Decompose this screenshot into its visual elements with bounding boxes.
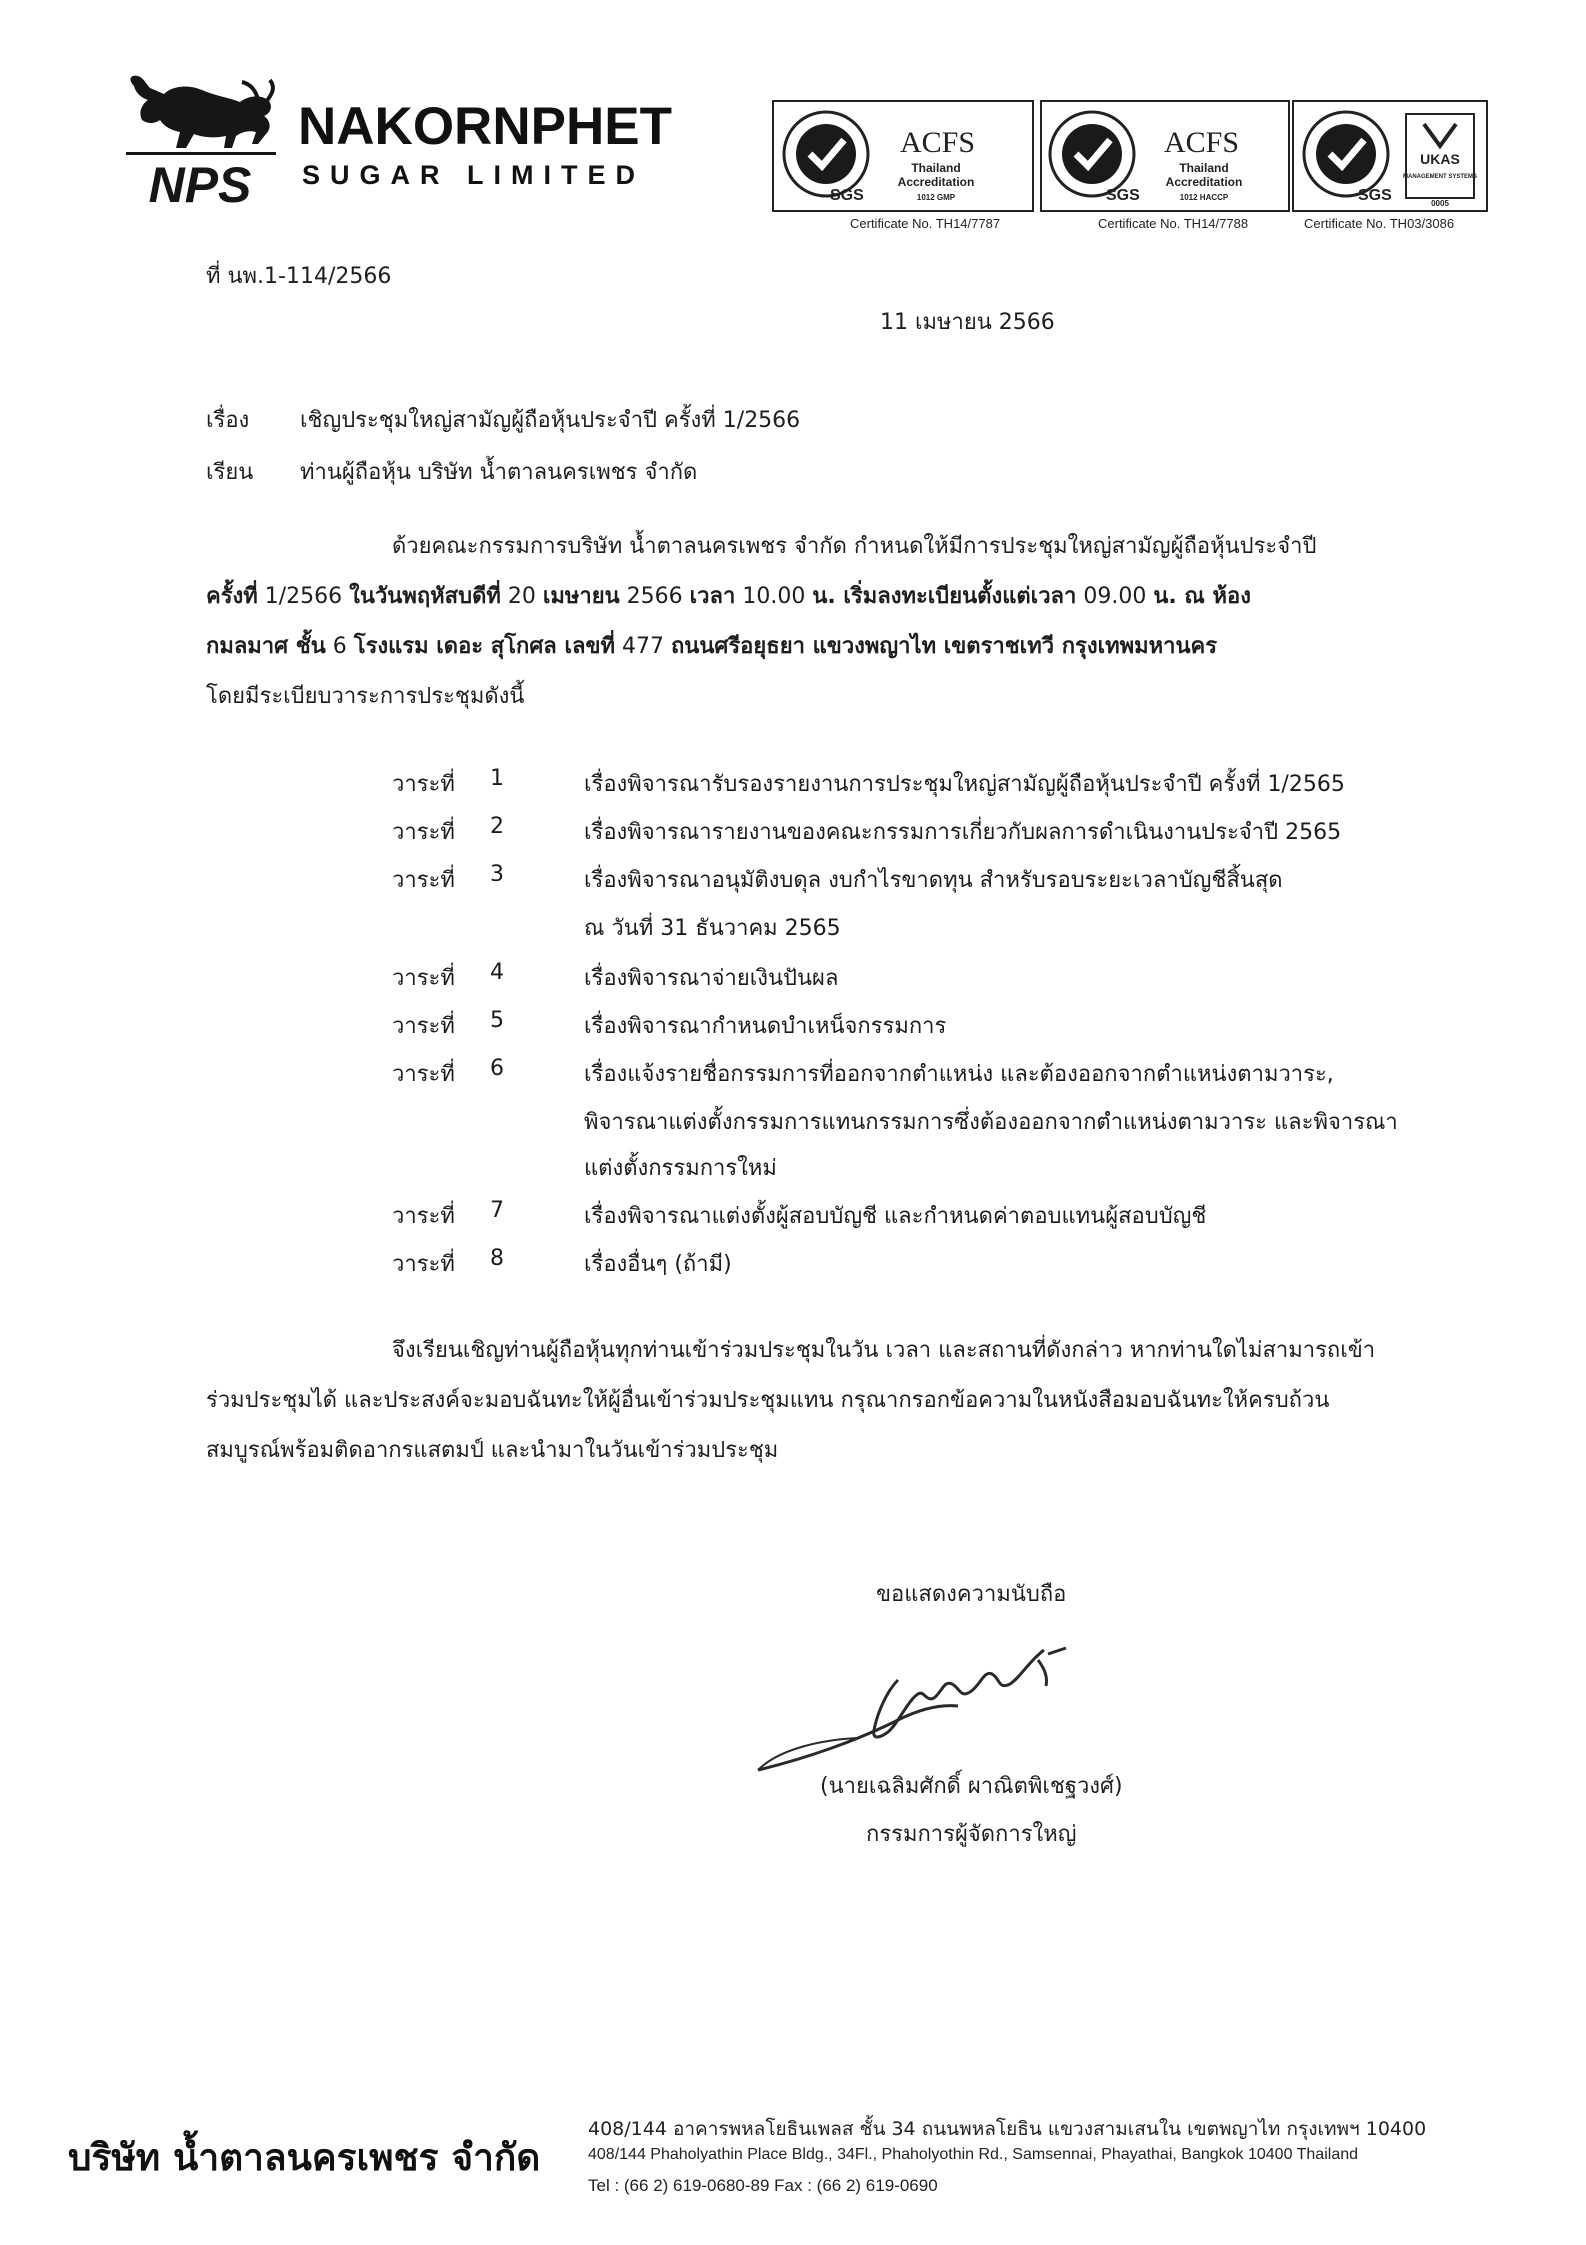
footer-address-th: 408/144 อาคารพหลโยธินเพลส ชั้น 34 ถนนพหลโยธิน แขวงสามเสนใน เขตพญาไท กรุงเทพฯ 10400 [588,2118,1427,2140]
agenda-number: 8 [490,1246,504,1271]
sgs-seal-icon [1316,124,1376,184]
closing-line-2: ร่วมประชุมได้ และประสงค์จะมอบฉันทะให้ผู้อื่นเข้าร่วมประชุมแทน กรุณากรอกข้อความในหนังสือมอบฉันทะให้ครบถ้วน [206,1388,1330,1413]
svg-text:Accreditation: Accreditation [897,175,975,189]
agenda-item-text: เรื่องแจ้งรายชื่อกรรมการที่ออกจากตำแหน่ง และต้องออกจากตำแหน่งตามวาระ, [584,1062,1334,1087]
company-logo [120,72,705,207]
intro-line-3: กมลมาศ ชั้น 6 โรงแรม เดอะ สุโกศล เลขที่ 477 ถนนศรีอยุธยา แขวงพญาไท เขตราชเทวี กรุงเทพมหานคร [206,634,1218,659]
certificate-iso [1292,100,1488,212]
svg-text:0005: 0005 [1431,199,1449,208]
agenda-number: 1 [490,766,504,791]
closing-line-1: จึงเรียนเชิญท่านผู้ถือหุ้นทุกท่านเข้าร่วมประชุมในวัน เวลา และสถานที่ดังกล่าว หากท่านใดไม่สามารถเข้า [392,1338,1376,1363]
agenda-item-text: เรื่องพิจารณารายงานของคณะกรรมการเกี่ยวกับผลการดำเนินงานประจำปี 2565 [584,820,1342,845]
agenda-number: 7 [490,1198,504,1223]
logo-abbr: NPS [148,157,252,207]
svg-text:Thailand: Thailand [911,161,961,175]
agenda-item-text: เรื่องอื่นๆ (ถ้ามี) [584,1252,732,1277]
svg-text:SGS: SGS [1106,187,1140,204]
svg-text:ACFS: ACFS [900,126,976,159]
footer-contact: Tel : (66 2) 619-0680-89 Fax : (66 2) 619-0690 [588,2176,938,2195]
intro-line-1: ด้วยคณะกรรมการบริษัท น้ำตาลนครเพชร จำกัด กำหนดให้มีการประชุมใหญ่สามัญผู้ถือหุ้นประจำปี [392,534,1317,559]
intro-line-2: ครั้งที่ 1/2566 ในวันพฤหัสบดีที่ 20 เมษายน 2566 เวลา 10.00 น. เริ่มลงทะเบียนตั้งแต่เวลา 09.00 น. ณ ห้อง [206,584,1251,609]
recipient-text: ท่านผู้ถือหุ้น บริษัท น้ำตาลนครเพชร จำกัด [300,460,698,485]
sgs-seal-icon [796,124,856,184]
agenda-number: 3 [490,862,504,887]
subject-text: เชิญประชุมใหญ่สามัญผู้ถือหุ้นประจำปี ครั้งที่ 1/2566 [300,408,801,433]
agenda-item-text: แต่งตั้งกรรมการใหม่ [584,1156,777,1181]
company-name-en: NAKORNPHET [298,97,672,156]
svg-text:Accreditation: Accreditation [1165,175,1243,189]
svg-text:MANAGEMENT SYSTEMS: MANAGEMENT SYSTEMS [1402,174,1478,180]
agenda-item-text: ณ วันที่ 31 ธันวาคม 2565 [584,916,841,941]
crown-icon [1424,124,1456,146]
regards: ขอแสดงความนับถือ [876,1582,1067,1607]
agenda-label: วาระที่ [392,868,455,893]
agenda-item-text: เรื่องพิจารณารับรองรายงานการประชุมใหญ่สามัญผู้ถือหุ้นประจำปี ครั้งที่ 1/2565 [584,772,1345,797]
agenda-number: 2 [490,814,504,839]
svg-text:SGS: SGS [830,187,864,204]
agenda-number: 5 [490,1008,504,1033]
svg-text:ACFS: ACFS [1164,126,1240,159]
company-suffix-en: SUGAR LIMITED [302,160,645,190]
agenda-number: 6 [490,1056,504,1081]
bull-logo-icon [120,72,280,207]
footer-company-name: บริษัท น้ำตาลนครเพชร จำกัด [68,2136,541,2179]
sgs-seal-icon [1062,124,1122,184]
agenda-item-text: เรื่องพิจารณาจ่ายเงินปันผล [584,966,839,991]
certificate-gmp [772,100,1034,212]
agenda-label: วาระที่ [392,772,455,797]
certificate-caption-iso: Certificate No. TH03/3086 [1304,216,1455,231]
certificate-caption-haccp: Certificate No. TH14/7788 [1098,216,1249,231]
letter-date: 11 เมษายน 2566 [880,310,1055,335]
svg-text:Thailand: Thailand [1179,161,1229,175]
agenda-label: วาระที่ [392,1204,455,1229]
agenda-label: วาระที่ [392,1062,455,1087]
agenda-item-text: เรื่องพิจารณากำหนดบำเหน็จกรรมการ [584,1014,947,1039]
agenda-number: 4 [490,960,504,985]
subject-label: เรื่อง [206,408,250,433]
certificate-haccp [1040,100,1290,212]
agenda-item-text: พิจารณาแต่งตั้งกรรมการแทนกรรมการซึ่งต้องออกจากตำแหน่งตามวาระ และพิจารณา [584,1110,1398,1135]
agenda-item-text: เรื่องพิจารณาแต่งตั้งผู้สอบบัญชี และกำหนดค่าตอบแทนผู้สอบบัญชี [584,1204,1207,1229]
agenda-label: วาระที่ [392,1014,455,1039]
intro-line-4: โดยมีระเบียบวาระการประชุมดังนี้ [206,684,525,709]
signer-name: (นายเฉลิมศักดิ์ ผาณิตพิเชฐวงศ์) [820,1774,1123,1799]
closing-line-3: สมบูรณ์พร้อมติดอากรแสตมป์ และนำมาในวันเข้าร่วมประชุม [206,1438,779,1463]
agenda-label: วาระที่ [392,1252,455,1277]
svg-text:1012 HACCP: 1012 HACCP [1179,193,1229,202]
svg-text:SGS: SGS [1358,187,1392,204]
agenda-label: วาระที่ [392,966,455,991]
reference-number: ที่ นพ.1-114/2566 [206,264,392,289]
signer-title: กรรมการผู้จัดการใหญ่ [866,1822,1077,1847]
recipient-label: เรียน [206,460,254,485]
certificate-caption-gmp: Certificate No. TH14/7787 [850,216,1001,231]
agenda-item-text: เรื่องพิจารณาอนุมัติงบดุล งบกำไรขาดทุน สำหรับรอบระยะเวลาบัญชีสิ้นสุด [584,868,1283,893]
footer-address-en: 408/144 Phaholyathin Place Bldg., 34Fl., Phaholyothin Rd., Samsennai, Phayathai, Bangkok 10400 Thailand [588,2146,1359,2163]
svg-text:UKAS: UKAS [1420,151,1460,167]
svg-text:1012 GMP: 1012 GMP [916,193,956,202]
agenda-label: วาระที่ [392,820,455,845]
signature-image [748,1620,1148,1780]
